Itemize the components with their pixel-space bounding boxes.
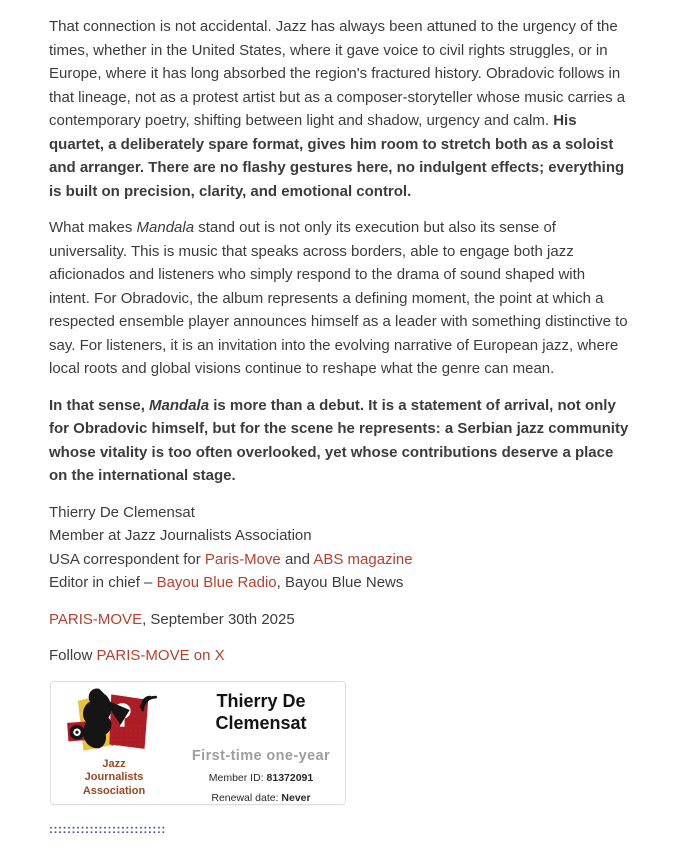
membership-tier: First-time one-year <box>191 747 331 764</box>
correspondent-text: USA correspondent for <box>49 550 205 568</box>
paragraph-text: stand out is not only its execution but also its sense of universality. This is music that speaks across borders, able to engage both jazz aficionados and listeners who simply respond to the drama of sound shaped with intent. For Obradovic, the album represents a defining moment, the point at which a respected ensemble player announces himself as a leader with something distinctive to say. For listeners, it is an invitation into the evolving narrative of European jazz, where local roots and global visions continue to reshape what the genre can mean. <box>49 219 628 377</box>
record-icon <box>70 724 85 739</box>
org-name-line: Journalists <box>84 771 144 783</box>
paragraph-text: That connection is not accidental. Jazz has always been attuned to the urgency of the times, whether in the United States, where it gave voice to civil rights struggles, or in Europe, where it has long absorbed the region's fractured history. Obradovic follows in that lineage, not as a protest artist but as a composer-storyteller whose music carries a contemporary poetry, shifting between light and shadow, urgency and calm. <box>49 18 626 129</box>
org-name-line: Jazz <box>102 757 126 770</box>
author-name: Thierry De Clemensat <box>49 503 195 521</box>
article-paragraph-1 <box>49 15 629 203</box>
member-id <box>177 772 345 784</box>
article-paragraph-2 <box>49 216 629 381</box>
paragraph-text: is more than a debut. It is a statement of arrival, not only for Obradovic himself, but for the scene he represents: a Serbian jazz community whose vitality is too often overlooked, yet whose contributions deserve a place on the international stage. <box>49 396 629 484</box>
follow-on-x-link[interactable]: PARIS-MOVE on X <box>96 647 225 664</box>
abs-magazine-link[interactable]: ABS magazine <box>313 550 413 568</box>
org-name <box>83 758 145 799</box>
card-holder-name: Thierry De Clemensat <box>215 690 307 733</box>
article-paragraph-3 <box>49 394 629 488</box>
album-title-italic: Mandala <box>136 219 195 236</box>
paragraph-bold-text: His quartet, a deliberately spare format, gives him room to stretch both as a soloist and arranger. There are no flashy gestures here, no indulgent effects; everything is built on precision, clarity, and emotional control. <box>49 112 625 200</box>
card-logo-column <box>51 682 177 804</box>
paris-move-publication-link[interactable]: PARIS-MOVE <box>49 610 143 628</box>
paragraph-text: What makes <box>49 219 137 236</box>
member-id-label: Member ID: <box>208 771 264 784</box>
card-details-column <box>177 682 345 804</box>
renewal-date-value: Never <box>281 791 311 804</box>
membership-card-image <box>50 681 346 805</box>
editor-text: Editor in chief – <box>49 574 157 591</box>
publication-date-line <box>49 608 629 632</box>
jja-logo <box>63 686 165 760</box>
follow-line <box>49 644 629 668</box>
renewal-date-label: Renewal date: <box>211 791 279 804</box>
editor-text: , Bayou Blue News <box>276 574 404 591</box>
member-id-value: 81372091 <box>266 771 314 784</box>
paragraph-text: In that sense, <box>49 396 150 414</box>
paris-move-link[interactable]: Paris-Move <box>204 550 281 568</box>
author-membership: Member at Jazz Journalists Association <box>49 527 312 544</box>
org-name-line: Association <box>82 784 146 797</box>
correspondent-text: and <box>280 550 314 568</box>
publication-date: , September 30th 2025 <box>142 610 295 628</box>
follow-text: Follow <box>49 647 97 664</box>
dotted-separator: :::::::::::::::::::::::::: <box>49 821 166 836</box>
renewal-date <box>177 792 345 804</box>
bayou-blue-radio-link[interactable]: Bayou Blue Radio <box>156 574 277 591</box>
album-title-italic: Mandala <box>149 396 210 414</box>
author-signature <box>49 501 629 595</box>
